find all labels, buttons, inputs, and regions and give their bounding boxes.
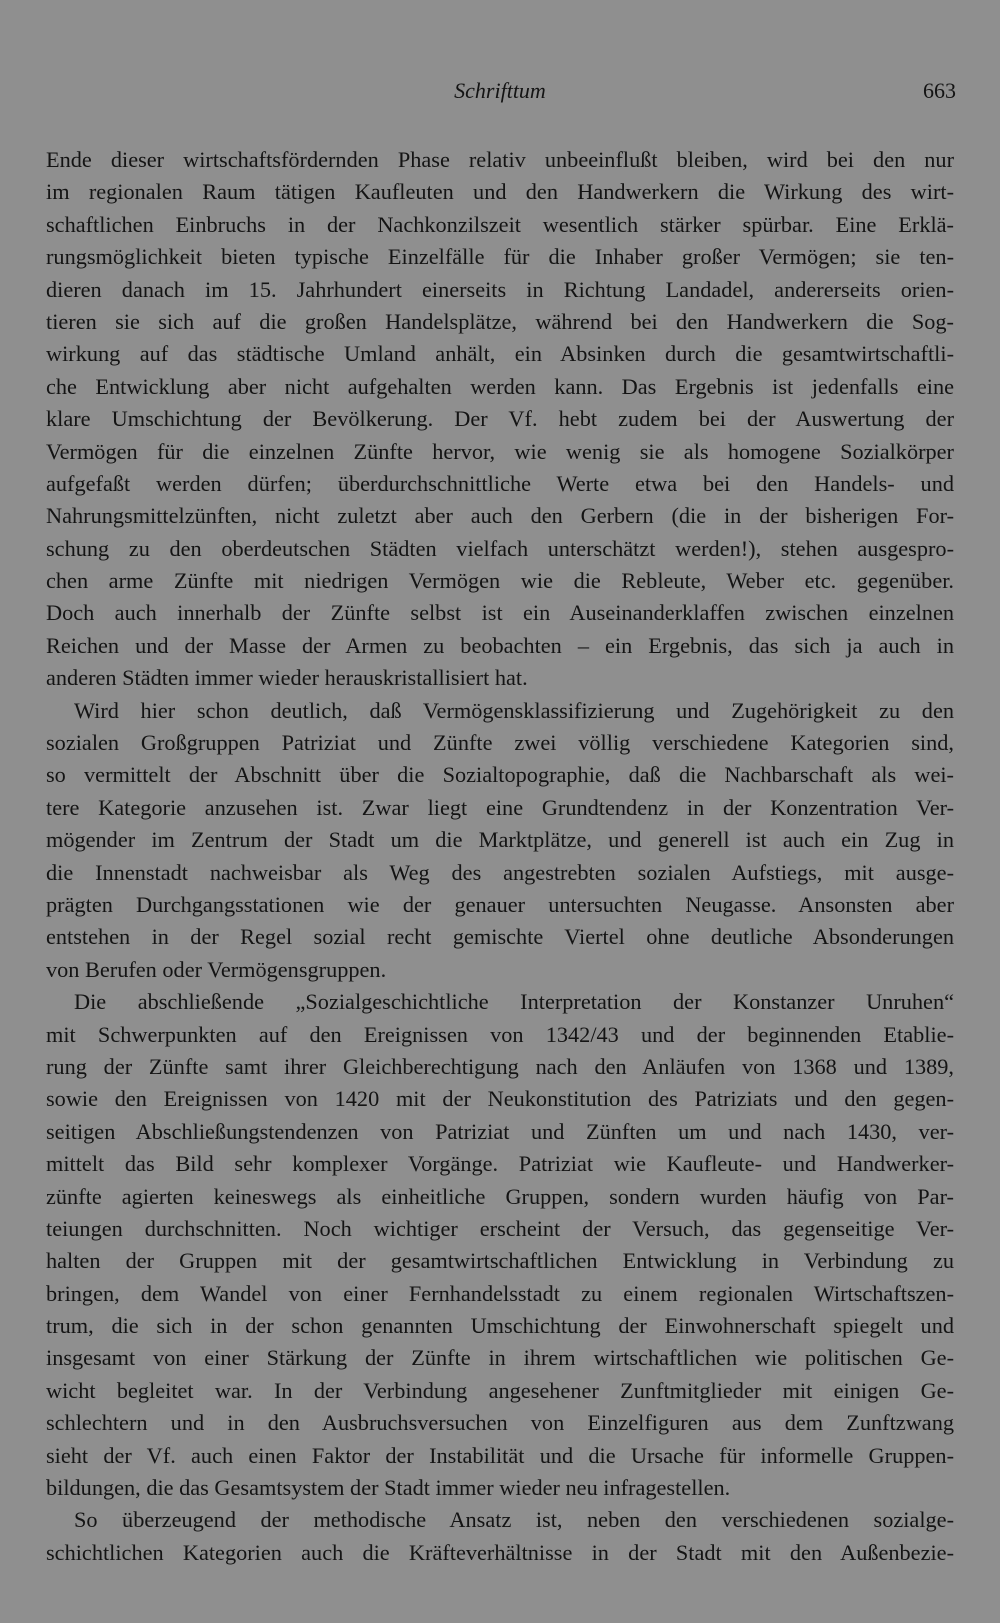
- text-line: im regionalen Raum tätigen Kaufleuten und den Handwerkern die Wirkung des wirt-: [46, 179, 954, 205]
- text-line: chen arme Zünfte mit niedrigen Vermögen wie die Rebleute, Weber etc. gegenüber.: [46, 568, 954, 594]
- paragraph: [46, 695, 954, 987]
- text-line: schaftlichen Einbruchs in der Nachkonzilszeit wesentlich stärker spürbar. Eine Erklä-: [46, 211, 954, 237]
- text-line: schichtlichen Kategorien auch die Kräfteverhältnisse in der Stadt mit den Außenbezie-: [46, 1539, 954, 1565]
- text-line: aufgefaßt werden dürfen; überdurchschnittliche Werte etwa bei den Handels- und: [46, 470, 954, 496]
- text-line: klare Umschichtung der Bevölkerung. Der Vf. hebt zudem bei der Auswertung der: [46, 406, 954, 432]
- paragraph: [46, 1504, 954, 1569]
- text-line: Ende dieser wirtschaftsfördernden Phase relativ unbeeinflußt bleiben, wird bei den nur: [46, 147, 954, 172]
- text-line: schung zu den oberdeutschen Städten vielfach unterschätzt werden!), stehen ausgespro-: [46, 535, 954, 561]
- text-line: insgesamt von einer Stärkung der Zünfte in ihrem wirtschaftlichen wie politischen Ge-: [46, 1345, 954, 1371]
- text-line: Reichen und der Masse der Armen zu beobachten – ein Ergebnis, das sich ja auch in: [46, 632, 954, 658]
- paragraph: [46, 144, 954, 695]
- text-line: wirkung auf das städtische Umland anhält, ein Absinken durch die gesamtwirtschaftli-: [46, 341, 954, 367]
- text-line: anderen Städten immer wieder herauskristallisiert hat.: [46, 665, 528, 691]
- text-line: mittelt das Bild sehr komplexer Vorgänge. Patriziat wie Kaufleute- und Handwerker-: [46, 1151, 954, 1177]
- text-line: bildungen, die das Gesamtsystem der Stadt immer wieder neu infragestellen.: [46, 1475, 731, 1501]
- text-line: seitigen Abschließungstendenzen von Patriziat und Zünften um und nach 1430, ver-: [46, 1118, 954, 1144]
- text-line: zünfte agierten keineswegs als einheitliche Gruppen, sondern wurden häufig von Par-: [46, 1183, 954, 1209]
- text-line: bringen, dem Wandel von einer Fernhandelsstadt zu einem regionalen Wirtschaftszen-: [46, 1280, 954, 1306]
- text-line: wicht begleitet war. In der Verbindung angesehener Zunftmitglieder mit einigen Ge-: [46, 1377, 954, 1403]
- text-line: die Innenstadt nachweisbar als Weg des angestrebten sozialen Aufstiegs, mit ausge-: [46, 859, 954, 885]
- text-line: halten der Gruppen mit der gesamtwirtschaftlichen Entwicklung in Verbindung zu: [46, 1248, 954, 1274]
- paragraph: [46, 986, 954, 1504]
- text-line: sozialen Großgruppen Patriziat und Zünfte zwei völlig verschiedene Kategorien sind,: [46, 730, 954, 756]
- text-line: entstehen in der Regel sozial recht gemischte Viertel ohne deutliche Absonderungen: [46, 924, 954, 950]
- body-text: [46, 144, 954, 1569]
- running-head: [0, 74, 1000, 108]
- text-line: schlechtern und in den Ausbruchsversuchen von Einzelfiguren aus dem Zunftzwang: [46, 1410, 954, 1436]
- text-line: Wird hier schon deutlich, daß Vermögensklassifizierung und Zugehörigkeit zu den: [74, 697, 954, 723]
- text-line: rung der Zünfte samt ihrer Gleichberechtigung nach den Anläufen von 1368 und 1389,: [46, 1053, 954, 1079]
- text-line: rungsmöglichkeit bieten typische Einzelfälle für die Inhaber großer Vermögen; sie ten-: [46, 244, 954, 270]
- text-line: dieren danach im 15. Jahrhundert einerseits in Richtung Landadel, andererseits orien-: [46, 276, 954, 302]
- running-title: Schrifttum: [454, 78, 546, 103]
- text-line: so vermittelt der Abschnitt über die Sozialtopographie, daß die Nachbarschaft als wei-: [46, 762, 954, 788]
- page-number: 663: [923, 78, 956, 103]
- text-line: tere Kategorie anzusehen ist. Zwar liegt eine Grundtendenz in der Konzentration Ver-: [46, 794, 954, 820]
- text-line: Die abschließende „Sozialgeschichtliche Interpretation der Konstanzer Unruhen“: [74, 989, 954, 1015]
- text-line: teiungen durchschnitten. Noch wichtiger erscheint der Versuch, das gegenseitige Ver-: [46, 1215, 954, 1241]
- text-line: mit Schwerpunkten auf den Ereignissen von 1342/43 und der beginnenden Etablie-: [46, 1021, 954, 1047]
- text-line: mögender im Zentrum der Stadt um die Marktplätze, und generell ist auch ein Zug in: [46, 827, 954, 853]
- text-line: che Entwicklung aber nicht aufgehalten werden kann. Das Ergebnis ist jedenfalls eine: [46, 373, 954, 399]
- text-line: prägten Durchgangsstationen wie der genauer untersuchten Neugasse. Ansonsten aber: [46, 891, 954, 917]
- text-line: Nahrungsmittelzünften, nicht zuletzt aber auch den Gerbern (die in der bisherigen For-: [46, 503, 954, 529]
- text-line: sieht der Vf. auch einen Faktor der Instabilität und die Ursache für informelle Gruppen-: [46, 1442, 954, 1468]
- text-line: So überzeugend der methodische Ansatz ist, neben den verschiedenen sozialge-: [74, 1507, 954, 1533]
- text-line: tieren sie sich auf die großen Handelsplätze, während bei den Handwerkern die Sog-: [46, 308, 954, 334]
- text-line: sowie den Ereignissen von 1420 mit der Neukonstitution des Patriziats und den gegen-: [46, 1086, 954, 1112]
- text-line: von Berufen oder Vermögensgruppen.: [46, 956, 387, 982]
- text-line: Doch auch innerhalb der Zünfte selbst ist ein Auseinanderklaffen zwischen einzelnen: [46, 600, 954, 626]
- text-line: Vermögen für die einzelnen Zünfte hervor, wie wenig sie als homogene Sozialkörper: [46, 438, 954, 464]
- text-line: trum, die sich in der schon genannten Umschichtung der Einwohnerschaft spiegelt und: [46, 1313, 954, 1339]
